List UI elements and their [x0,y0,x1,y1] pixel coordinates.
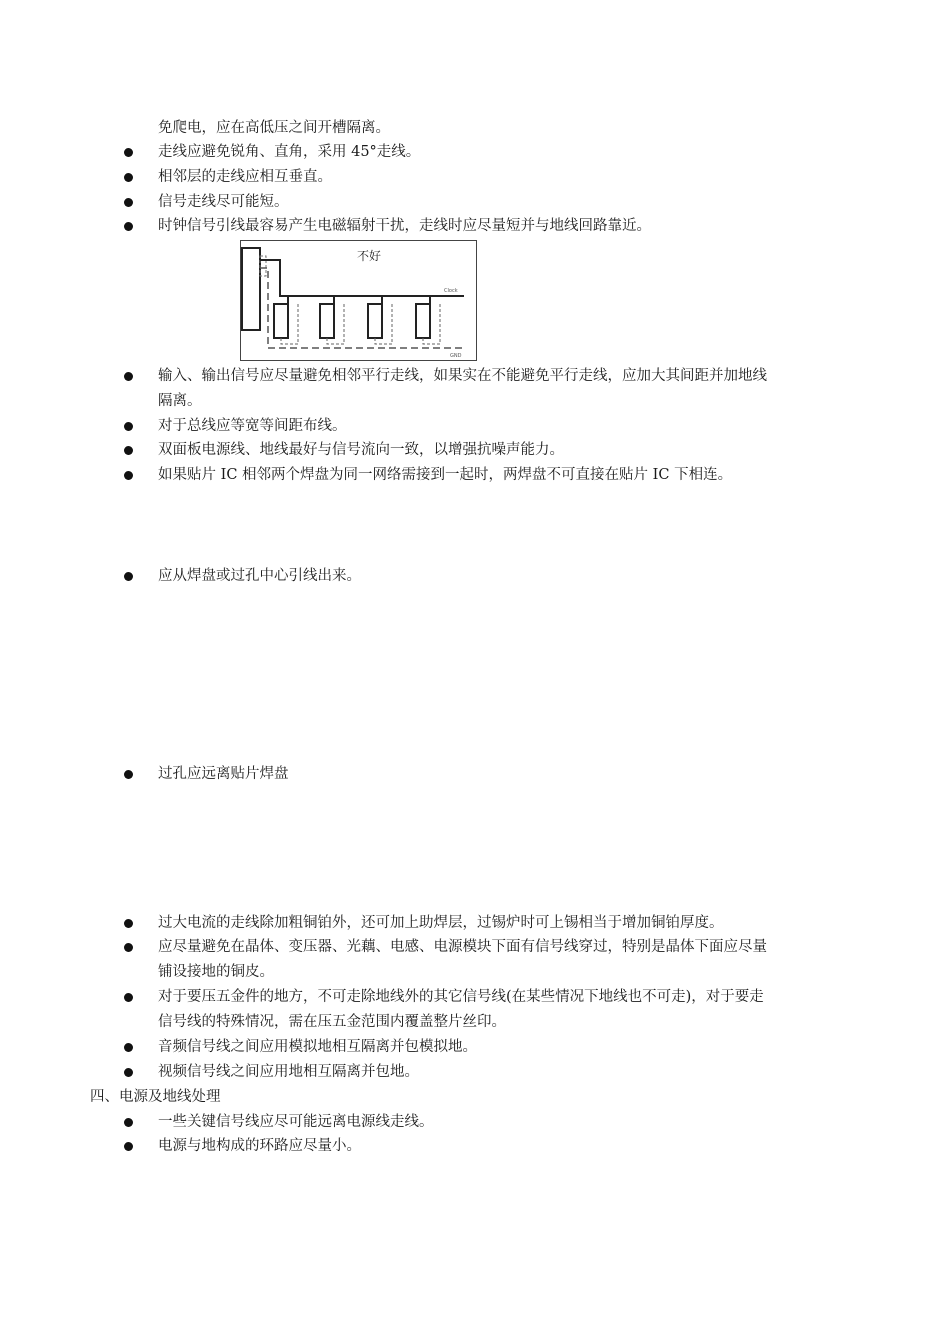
list-item-text: 如果贴片 IC 相邻两个焊盘为同一网络需接到一起时，两焊盘不可直接在贴片 IC 下相连。 [158,467,733,483]
list-item-text: 过大电流的走线除加粗铜铂外，还可加上助焊层，过锡炉时可上锡相当于增加铜铂厚度。 [158,915,724,931]
list-item-text: 应从焊盘或过孔中心引线出来。 [158,568,361,584]
bullet-dot [124,919,133,928]
bullet-dot [124,1043,133,1052]
list-item-text: 输入、输出信号应尽量避免相邻平行走线，如果实在不能避免平行走线，应加大其间距并加地线 [158,368,767,384]
bullet-dot [124,943,133,952]
list-item-text-continued: 信号线的特殊情况，需在压五金范围内覆盖整片丝印。 [158,1014,506,1030]
list-item-text-continued: 铺设接地的铜皮。 [158,964,274,980]
diagram-clock-label: Clock [444,288,458,294]
section-heading: 四、电源及地线处理 [90,1089,221,1105]
bullet-dot [124,148,133,157]
list-item-text: 过孔应远离贴片焊盘 [158,766,289,782]
list-item-text: 视频信号线之间应用地相互隔离并包地。 [158,1064,419,1080]
list-item-text: 电源与地构成的环路应尽量小。 [158,1138,361,1154]
bullet-dot [124,471,133,480]
list-item-text: 音频信号线之间应用模拟地相互隔离并包模拟地。 [158,1039,477,1055]
list-item-text: 一些关键信号线应尽可能远离电源线走线。 [158,1114,434,1130]
list-item-text-continued: 隔离。 [158,393,202,409]
bullet-dot [124,446,133,455]
bullet-dot [124,1118,133,1127]
bullet-dot [124,422,133,431]
bullet-dot [124,372,133,381]
diagram-gnd-label: GND [450,353,462,359]
list-item-text: 双面板电源线、地线最好与信号流向一致，以增强抗噪声能力。 [158,442,564,458]
bullet-dot [124,173,133,182]
diagram-title: 不好 [357,249,382,263]
bullet-dot [124,198,133,207]
list-item-text: 信号走线尽可能短。 [158,194,289,210]
list-item-text: 时钟信号引线最容易产生电磁辐射干扰，走线时应尽量短并与地线回路靠近。 [158,218,651,234]
bullet-dot [124,222,133,231]
bullet-dot [124,572,133,581]
bullet-dot [124,770,133,779]
list-item-text: 相邻层的走线应相互垂直。 [158,169,332,185]
list-item-text: 应尽量避免在晶体、变压器、光藕、电感、电源模块下面有信号线穿过，特别是晶体下面应尽量 [158,939,767,955]
bullet-dot [124,1142,133,1151]
bullet-dot [124,993,133,1002]
list-item-text: 对于要压五金件的地方，不可走除地线外的其它信号线(在某些情况下地线也不可走)，对于要走 [158,989,764,1005]
list-item-text: 对于总线应等宽等间距布线。 [158,418,347,434]
bullet-dot [124,1068,133,1077]
clock-routing-diagram [240,240,477,361]
continuation-text: 免爬电，应在高低压之间开槽隔离。 [158,120,390,136]
list-item-text: 走线应避免锐角、直角，采用 45°走线。 [158,144,421,160]
